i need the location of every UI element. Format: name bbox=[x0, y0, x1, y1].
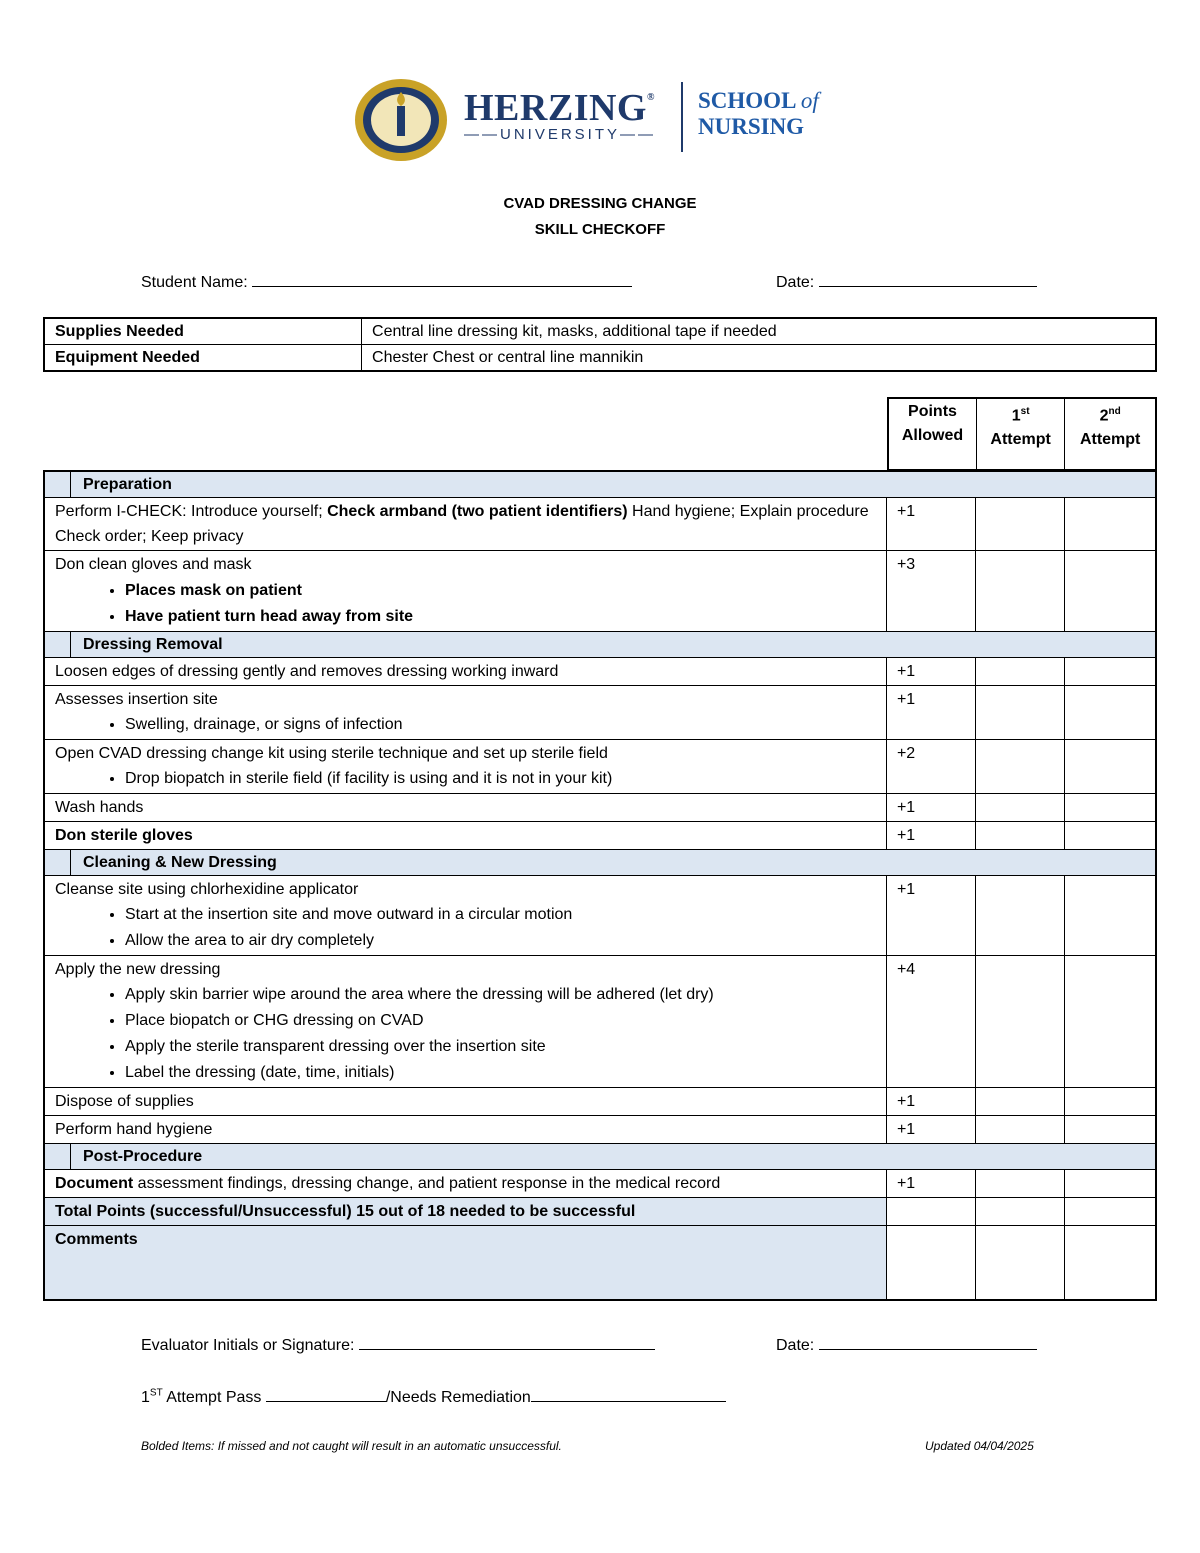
comments-label[interactable]: Comments bbox=[44, 1226, 886, 1300]
brand-subtitle: ——UNIVERSITY—— bbox=[464, 126, 657, 143]
first-attempt-total[interactable] bbox=[975, 1198, 1064, 1226]
second-attempt-header: 2nd Attempt bbox=[1065, 398, 1156, 470]
second-attempt-cell[interactable] bbox=[1064, 658, 1156, 686]
second-attempt-cell[interactable] bbox=[1064, 1088, 1156, 1116]
comments-cell[interactable] bbox=[1064, 1226, 1156, 1300]
second-attempt-cell[interactable] bbox=[1064, 794, 1156, 822]
footer-note: Bolded Items: If missed and not caught will result in an automatic unsuccessful. bbox=[141, 1439, 562, 1453]
supplies-value: Central line dressing kit, masks, additional tape if needed bbox=[362, 318, 1156, 345]
step-points: +3 bbox=[886, 551, 975, 632]
first-attempt-cell[interactable] bbox=[975, 686, 1064, 740]
second-attempt-cell[interactable] bbox=[1064, 686, 1156, 740]
first-attempt-cell[interactable] bbox=[975, 498, 1064, 551]
second-attempt-cell[interactable] bbox=[1064, 822, 1156, 850]
step-text: Assesses insertion site • Swelling, drainage, or signs of infection bbox=[44, 686, 886, 740]
evaluator-signature-input[interactable] bbox=[359, 1335, 655, 1350]
second-attempt-cell[interactable] bbox=[1064, 498, 1156, 551]
table-row bbox=[44, 956, 1156, 1088]
attempt-result-field: 1ST Attempt Pass /Needs Remediation bbox=[141, 1387, 726, 1407]
step-points: +1 bbox=[886, 1088, 975, 1116]
student-name-input[interactable] bbox=[252, 272, 632, 287]
step-text: Open CVAD dressing change kit using sterile technique and set up sterile field • Drop biopatch in sterile field (if facility is using and it is not in your kit) bbox=[44, 740, 886, 794]
step-points: +1 bbox=[886, 686, 975, 740]
page-subtitle: SKILL CHECKOFF bbox=[534, 221, 666, 238]
second-attempt-cell[interactable] bbox=[1064, 956, 1156, 1088]
brand-name: HERZING® bbox=[464, 87, 655, 129]
points-allowed-header: Points Allowed bbox=[888, 398, 976, 470]
footer-updated: Updated 04/04/2025 bbox=[925, 1439, 1034, 1453]
second-attempt-cell[interactable] bbox=[1064, 876, 1156, 956]
table-row bbox=[44, 1116, 1156, 1144]
first-attempt-cell[interactable] bbox=[975, 794, 1064, 822]
comments-row bbox=[44, 1226, 1156, 1300]
total-points-cell bbox=[886, 1198, 975, 1226]
evaluator-date-input[interactable] bbox=[819, 1335, 1037, 1350]
first-attempt-cell[interactable] bbox=[975, 740, 1064, 794]
attempt-pass-input[interactable] bbox=[266, 1387, 386, 1402]
evaluator-signature-field[interactable]: Evaluator Initials or Signature: bbox=[141, 1335, 655, 1355]
table-row bbox=[44, 822, 1156, 850]
equipment-value: Chester Chest or central line mannikin bbox=[362, 345, 1156, 372]
evaluator-date-field[interactable]: Date: bbox=[776, 1335, 1037, 1355]
step-text: Cleanse site using chlorhexidine applicator • Start at the insertion site and move outward in a circular motion • Allow the area to air dry completely bbox=[44, 876, 886, 956]
second-attempt-cell[interactable] bbox=[1064, 1170, 1156, 1198]
logo-divider bbox=[681, 82, 683, 152]
student-date-input[interactable] bbox=[819, 272, 1037, 287]
section-header: Preparation bbox=[44, 471, 1156, 498]
step-text: Apply the new dressing • Apply skin barrier wipe around the area where the dressing will be adhered (let dry) • Place biopatch or CHG dressing on CVAD • Apply the sterile transparent dressing over the insertion site • Label the dressing (date, time, initials) bbox=[44, 956, 886, 1088]
needs-remediation-input[interactable] bbox=[531, 1387, 726, 1402]
table-row bbox=[44, 686, 1156, 740]
comments-cell[interactable] bbox=[886, 1226, 975, 1300]
student-name-field[interactable]: Student Name: bbox=[141, 272, 632, 292]
supplies-label: Supplies Needed bbox=[44, 318, 362, 345]
step-text: Don clean gloves and mask • Places mask on patient • Have patient turn head away from site bbox=[44, 551, 886, 632]
second-attempt-total[interactable] bbox=[1064, 1198, 1156, 1226]
second-attempt-cell[interactable] bbox=[1064, 551, 1156, 632]
second-attempt-cell[interactable] bbox=[1064, 1116, 1156, 1144]
school-name: SCHOOL of NURSING bbox=[698, 88, 819, 139]
step-points: +1 bbox=[886, 1170, 975, 1198]
step-text: Perform I-CHECK: Introduce yourself; Check armband (two patient identifiers) Hand hygiene; Explain procedure Check order; Keep privacy bbox=[44, 498, 886, 551]
first-attempt-cell[interactable] bbox=[975, 1170, 1064, 1198]
first-attempt-cell[interactable] bbox=[975, 822, 1064, 850]
university-seal-icon bbox=[354, 78, 448, 162]
equipment-row bbox=[44, 345, 1156, 372]
first-attempt-cell[interactable] bbox=[975, 1116, 1064, 1144]
step-points: +1 bbox=[886, 876, 975, 956]
table-row bbox=[44, 498, 1156, 551]
logo bbox=[354, 74, 854, 164]
section-header: Post-Procedure bbox=[44, 1144, 1156, 1170]
section-header: Cleaning & New Dressing bbox=[44, 850, 1156, 876]
page-title: CVAD DRESSING CHANGE bbox=[503, 195, 697, 212]
table-row bbox=[44, 551, 1156, 632]
step-points: +1 bbox=[886, 822, 975, 850]
table-row bbox=[44, 794, 1156, 822]
first-attempt-cell[interactable] bbox=[975, 1088, 1064, 1116]
supplies-table bbox=[43, 317, 1157, 372]
table-row bbox=[44, 1170, 1156, 1198]
step-text: Don sterile gloves bbox=[44, 822, 886, 850]
student-date-field[interactable]: Date: bbox=[776, 272, 1037, 292]
checklist-table bbox=[43, 470, 1157, 1301]
step-points: +1 bbox=[886, 658, 975, 686]
step-text: Perform hand hygiene bbox=[44, 1116, 886, 1144]
table-row bbox=[44, 1088, 1156, 1116]
step-text: Dispose of supplies bbox=[44, 1088, 886, 1116]
step-points: +1 bbox=[886, 794, 975, 822]
comments-cell[interactable] bbox=[975, 1226, 1064, 1300]
step-text: Wash hands bbox=[44, 794, 886, 822]
total-label: Total Points (successful/Unsuccessful) 15 out of 18 needed to be successful bbox=[44, 1198, 886, 1226]
first-attempt-header: 1st Attempt bbox=[976, 398, 1064, 470]
table-row bbox=[44, 740, 1156, 794]
step-text: Document assessment findings, dressing change, and patient response in the medical record bbox=[44, 1170, 886, 1198]
second-attempt-cell[interactable] bbox=[1064, 740, 1156, 794]
first-attempt-cell[interactable] bbox=[975, 876, 1064, 956]
step-points: +1 bbox=[886, 1116, 975, 1144]
step-text: Loosen edges of dressing gently and removes dressing working inward bbox=[44, 658, 886, 686]
section-header: Dressing Removal bbox=[44, 632, 1156, 658]
supplies-row bbox=[44, 318, 1156, 345]
step-points: +2 bbox=[886, 740, 975, 794]
step-points: +1 bbox=[886, 498, 975, 551]
equipment-label: Equipment Needed bbox=[44, 345, 362, 372]
table-row bbox=[44, 876, 1156, 956]
total-row bbox=[44, 1198, 1156, 1226]
step-points: +4 bbox=[886, 956, 975, 1088]
first-attempt-cell[interactable] bbox=[975, 551, 1064, 632]
first-attempt-cell[interactable] bbox=[975, 658, 1064, 686]
first-attempt-cell[interactable] bbox=[975, 956, 1064, 1088]
score-header bbox=[887, 397, 1157, 471]
table-row bbox=[44, 658, 1156, 686]
